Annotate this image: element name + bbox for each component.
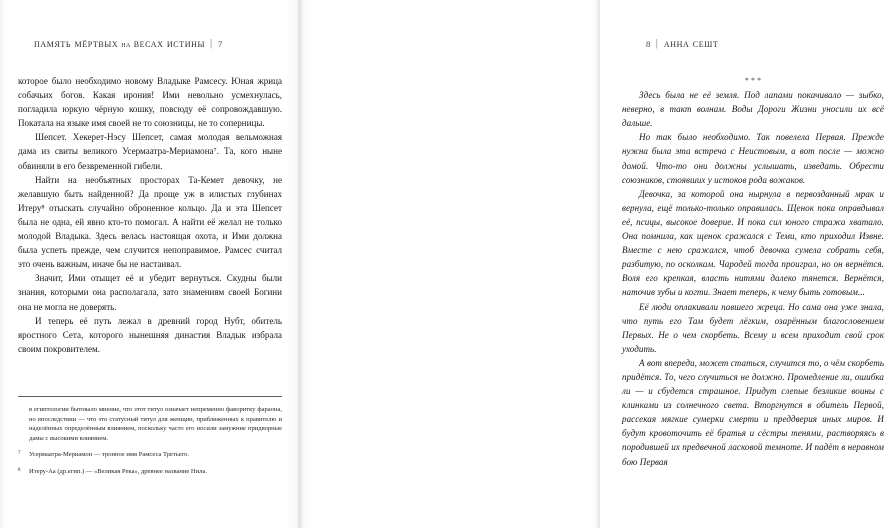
running-head-left [34, 38, 223, 50]
paragraph: Значит, Ими отыщет её и убедит вернуться. Скудны были знания, которыми она располагала, зато знамениям своей Богини она не могла не доверять. [18, 273, 282, 312]
running-head-title-part1: память мёртвых [34, 38, 119, 50]
footnote-text: Итеру-Аа (др.егип.) — «Великая Река», древнее название Нила. [29, 467, 207, 475]
page-number-left: 7 [218, 39, 223, 49]
running-head-conjunction: на [121, 39, 131, 49]
footnote-marker: 7 [18, 451, 21, 457]
page-number-right: 8 [646, 39, 651, 49]
paragraph: которое было необходимо новому Владыке Рамсесу. Юная жрица собачьих богов. Какая ирония! Ими невольно усмехнулась, погладила юркую чёрную кошку, повсюду её сопровождавшую. Покатала на языке имя своей не то союзницы, не то соперницы. [18, 76, 282, 129]
page-right [300, 0, 884, 528]
footnote-item [18, 467, 282, 477]
footnote-item [18, 405, 282, 443]
paragraph: Девочка, за которой она нырнула в первозданный мрак и вернула, ещё только-только оправилась. Щенок пока оправдывал её, псицы, высокое доверие. И пока сил юного стража хватало. Она помнила, как щенок сражался с Теми, кто приходил Извне. Вместе с нею сражался, чтоб девочка сумела собрать себя, разбитую, по осколкам. Чародей тогда проиграл, но он вернётся. Воля его крепкая, власть нитями далеко тянется. Вернётся, наточив зубы и когти. Знает теперь, к чему быть готовым... [622, 188, 884, 298]
footnote-item [18, 450, 282, 460]
body-text-left [18, 74, 282, 356]
running-head-right [646, 38, 718, 50]
footnote-text: в египтологии бытовало мнение, что этот титул означает непременно фаворитку фараона, но впоследствии — что это статусный титул для женщин, приближенных к правителю и наделённых определённым влиянием, поскольку часто его носили замужние придворные дамы с высокими влиянием. [29, 406, 282, 442]
paragraph: Но так было необходимо. Так повелела Первая. Прежде нужна была эта встреча с Неистовым, а вот после — можно домой. Что-то они должны услышать, изведать. Обрести союзников, стоявших у истоков рода вожаков. [622, 132, 884, 185]
footnote-section [18, 396, 282, 477]
paragraph: А вот впереди, может статься, случится то, о чём скорбеть придётся. То, чего случиться не должно. Промедление ли, ошибка ли — и сбудется страшное. Придут слепые безликие воины с клинками из солнечного света. Вторгнутся в обитель Первой, рассекая мягкие сумерки смерти и преддверия иных миров. И будут кровоточить её братья и сёстры тенями, растворяясь в породившей их предвечной ласковой темноте. И падёт в неравном бою Первая [622, 357, 884, 467]
footnote-marker: 8 [18, 467, 21, 473]
scene-break-asterisks: * * * [744, 76, 762, 85]
running-head-author: анна сешт [663, 38, 719, 50]
paragraph: И теперь её путь лежал в древний город Нубт, обитель яростного Сета, которого нынешняя династия Владык избрала своим покровителем. [18, 315, 282, 354]
running-head-divider: | [655, 38, 659, 49]
body-text-right [622, 74, 884, 469]
footnote-text: Усермаатра-Мериамон — тронное имя Рамсеса Третьего. [29, 451, 190, 459]
paragraph: Здесь была не её земля. Под лапами покачивало — зыбко, неверно, в такт волнам. Воды Дороги Жизни уносили их всё дальше. [622, 90, 884, 129]
running-head-divider: | [210, 38, 214, 49]
paragraph: Шепсет. Хекерет-Нэсу Шепсет, самая молодая вельможная дама из свиты великого Усермаатра-Мериамона⁷. Та, кого ныне обвиняли в его безвременной гибели. [18, 132, 282, 171]
paragraph: Найти на необъятных просторах Та-Кемет девочку, не желавшую быть найденной? Да проще уж в илистых глубинах Итеру⁸ отыскать случайно оброненное кольцо. Да и эта Шепсет была не одна, ей явно кто-то помогал. А найти её желал не только молодой Владыка. Здесь велась настоящая охота, и Ими должна была успеть прежде, чем случится непоправимое. Рамсес считал это очень важным, иначе бы не настаивал. [18, 174, 282, 270]
paragraph: Её люди оплакивали павшего жреца. Но сама она уже знала, что путь его Там будет лёгким, озарённым благословением Первых. Не о чем скорбеть. Всему и всем приходит свой срок уходить. [622, 301, 884, 354]
footnote-separator-rule [18, 396, 282, 397]
running-head-title-part2: весах истины [133, 38, 206, 50]
page-left [0, 0, 300, 528]
